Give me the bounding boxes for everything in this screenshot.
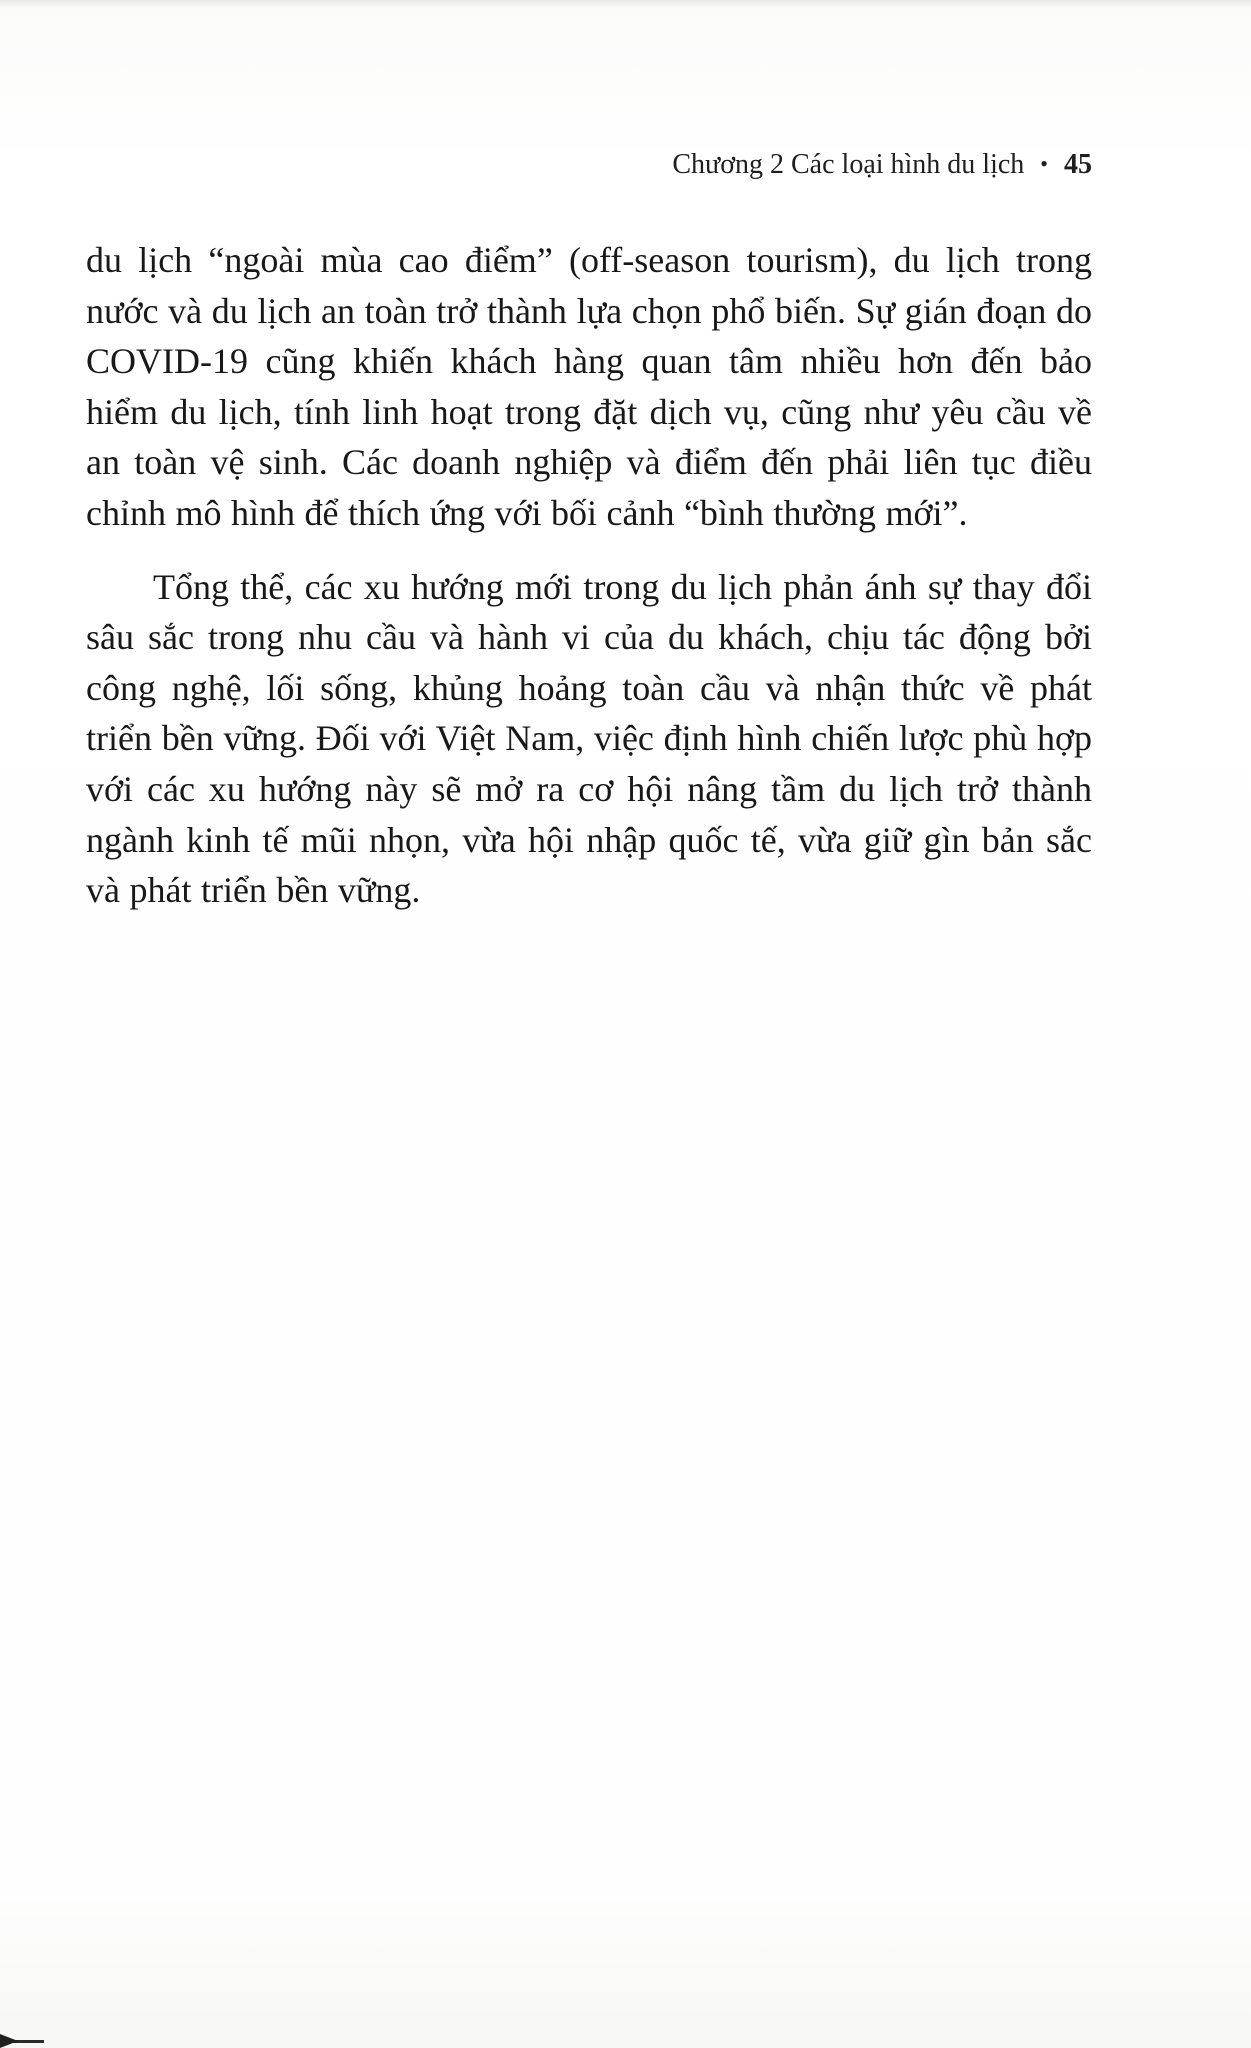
running-header xyxy=(610,145,1092,185)
body-text xyxy=(86,235,1092,916)
page-corner-arrow-icon xyxy=(0,2034,18,2048)
paragraph-continued: du lịch “ngoài mùa cao điểm” (off-season tourism), du lịch trong nước và du lịch an toàn trở thành lựa chọn phổ biến. Sự gián đoạn do COVID-19 cũng khiến khách hàng quan tâm nhiều hơn đến bảo hiểm du lịch, tính linh hoạt trong đặt dịch vụ, cũng như yêu cầu về an toàn vệ sinh. Các doanh nghiệp và điểm đến phải liên tục điều chỉnh mô hình để thích ứng với bối cảnh “bình thường mới”. xyxy=(86,240,1092,533)
header-bullet-icon: • xyxy=(1040,151,1048,176)
chapter-title: Chương 2 Các loại hình du lịch xyxy=(672,149,1025,180)
paragraph-summary: Tổng thể, các xu hướng mới trong du lịch phản ánh sự thay đổi sâu sắc trong nhu cầu và hành vi của du khách, chịu tác động bởi công nghệ, lối sống, khủng hoảng toàn cầu và nhận thức về phát triển bền vững. Đối với Việt Nam, việc định hình chiến lược phù hợp với các xu hướng này sẽ mở ra cơ hội nâng tầm du lịch trở thành ngành kinh tế mũi nhọn, vừa hội nhập quốc tế, vừa giữ gìn bản sắc và phát triển bền vững. xyxy=(86,566,1092,911)
page-number: 45 xyxy=(1064,149,1092,180)
page-top-edge xyxy=(0,0,1251,8)
